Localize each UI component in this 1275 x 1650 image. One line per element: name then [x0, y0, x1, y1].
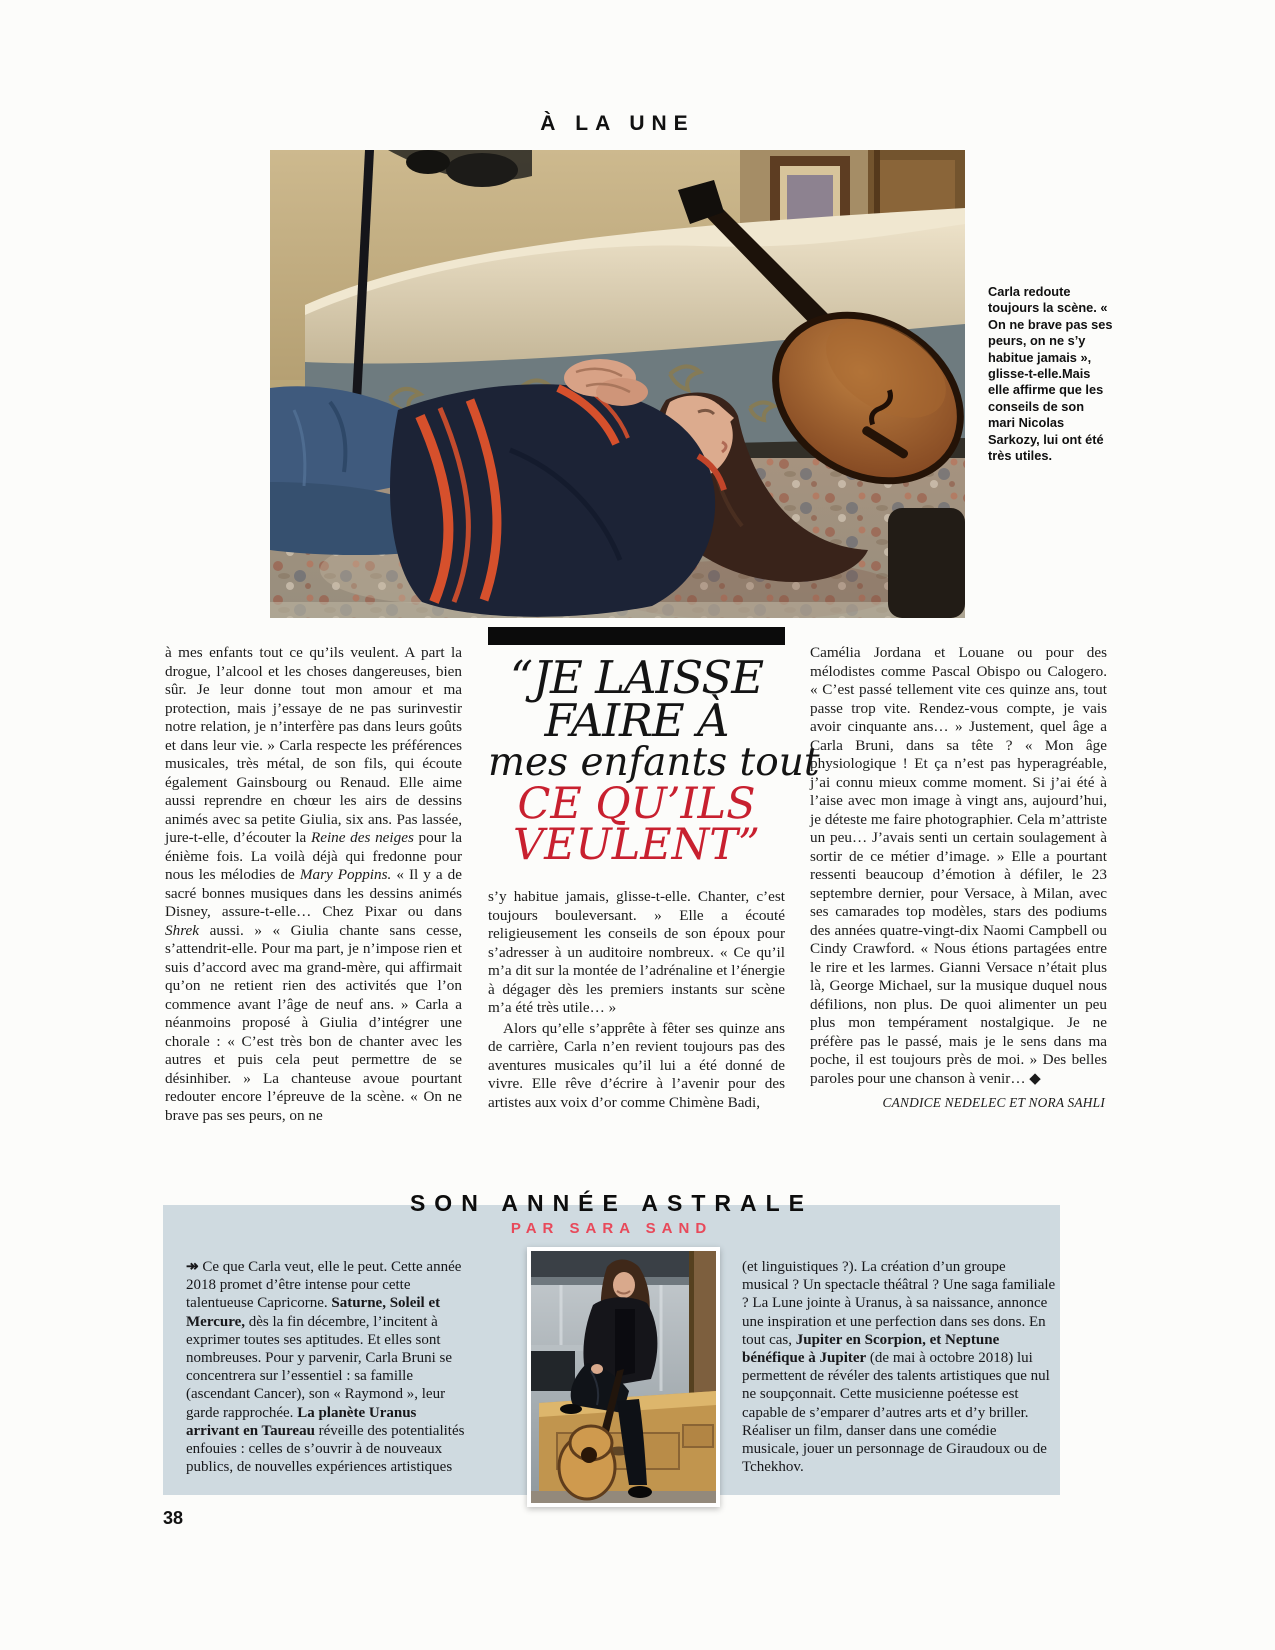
astro-title: SON ANNÉE ASTRALE	[409, 1190, 814, 1216]
pull-quote-line: “JE LAISSE	[509, 651, 764, 704]
article-paragraph: Camélia Jordana et Louane ou pour des mélodistes comme Pascal Obispo ou Calogero. « C’est passé tellement vite ces quinze ans, tout passe trop vite. Rendez-vous compte, je vais avoir cinquante ans… » Justement, quel âge a Carla Bruni, dans sa tête ? « Mon âge physiologique ! Et ça n’est pas hyperagréable, j’ai connu mieux comme moment. Si j’ai été à l’aise avec mon image à vingt ans, aujourd’hui, je déteste me faire photographier. Cela m’attriste un peu… J’avais senti un certain soulagement à sortir de ce métier d’image. » Elle a pourtant ressenti beaucoup d’émotion à défiler, le 23 septembre dernier, pour Versace, à Milan, avec ses camarades top modèles, stars des podiums des années quatre-vingt-dix Naomi Campbell ou Cindy Crawford. « Nous étions partagées entre le rire et les larmes. Gianni Versace n’était plus là, George Michael, sur la musique duquel nous défilions, non plus. De quoi alimenter un peu plus mon tempérament nostalgique. Je ne préfère pas le passé, mais je le sens dans ma poche, il est toujours près de moi. » Des belles paroles pour une chanson à venir… ◆	[810, 644, 1107, 1087]
hero-caption: Carla redoute toujours la scène. « On ne brave pas ses peurs, on ne s’y habitue jamais », glisse-t-elle.Mais elle affirme que les conseils de son mari Nicolas Sarkozy, lui ont été très utiles.	[988, 284, 1113, 464]
astro-photo	[527, 1247, 720, 1507]
article-column-1	[165, 644, 462, 1125]
astro-subtitle: PAR SARA SAND	[510, 1220, 713, 1237]
article-paragraph: s’y habitue jamais, glisse-t-elle. Chanter, c’est toujours bouleversant. » Elle a écouté religieusement les conseils de son époux pour s’adresser à un auditoire nombreux. « Ce qu’il m’a dit sur la montée de l’adrénaline et l’énergie à dégager dès les premiers instants sur scène m’a été très utile… »	[488, 888, 785, 1016]
pull-quote-line: FAIRE À	[544, 694, 729, 747]
pull-quote-line: VEULENT”	[513, 820, 760, 870]
pull-quote-line: mes enfants tout	[488, 740, 820, 785]
astro-column-right: (et linguistiques ?). La création d’un groupe musical ? Un spectacle théâtral ? Une saga familiale ? La Lune jointe à Uranus, à sa naissance, annonce une inspiration et une perfection dans ses dons. En tout cas, Jupiter en Scorpion, et Neptune bénéfique à Jupiter (de mai à octobre 2018) lui permettent de révéler des talents artistiques que nul ne soupçonnait. Cette musicienne poétesse est capable de s’emparer d’autres arts et d’y briller. Réaliser un film, danser dans une comédie musicale, jouer un personnage de Giraudoux ou de Tchekhov.	[742, 1259, 1056, 1476]
astro-photo-illustration	[531, 1251, 716, 1503]
article-paragraph: Alors qu’elle s’apprête à fêter ses quinze ans de carrière, Carla n’en revient toujours pas des aventures musicales qu’il lui a été donné de vivre. Elle rêve d’écrire à l’avenir pour des artistes aux voix d’or comme Chimène Badi,	[488, 1019, 785, 1111]
astro-column-left: ↠ Ce que Carla veut, elle le peut. Cette année 2018 promet d’être intense pour cette talentueuse Capricorne. Saturne, Soleil et Mercure, dès la fin décembre, l’incitent à exprimer toutes ses aptitudes. Et elles sont nombreuses. Pour y parvenir, Carla Bruni se concentrera sur l’essentiel : sa famille (ascendant Cancer), son « Raymond », leur garde rapprochée. La planète Uranus arrivant en Taureau réveille des potentialités enfouies : celles de s’ouvrir à de nouveaux publics, de nouvelles expériences artistiques	[186, 1259, 465, 1476]
section-kicker: À LA UNE	[540, 112, 695, 135]
side-stool	[888, 508, 965, 618]
hero-photo-illustration	[270, 150, 965, 618]
article-column-3	[810, 644, 1107, 1113]
pull-quote	[488, 644, 820, 870]
pull-quote-line: CE QU’ILS	[517, 779, 756, 829]
byline: CANDICE NEDELEC ET NORA SAHLI	[882, 1095, 1105, 1110]
hero-photo	[270, 150, 965, 618]
page-number: 38	[163, 1508, 184, 1528]
article-paragraph: à mes enfants tout ce qu’ils veulent. A part la drogue, l’alcool et les choses dangereuses, bien sûr. Je leur donne tout mon amour et ma protection, mais j’essaye de ne pas surinvestir notre relation, je n’interfère pas dans leurs goûts et dans leur vie. » Carla respecte les préférences musicales, très métal, de son fils, qui écoute également Gainsbourg ou Renaud. Elle aime aussi reprendre en chœur les airs de dessins animés avec sa petite Giulia, six ans. Pas lassée, jure-t-elle, d’écouter la Reine des neiges pour la énième fois. La voilà déjà qui fredonne pour nous les mélodies de Mary Poppins. « Il y a de sacré bonnes musiques dans les dessins animés Disney, assure-t-elle… Chez Pixar ou dans Shrek aussi. » « Giulia chante sans cesse, s’attendrit-elle. Pour ma part, je n’impose rien et suis d’accord avec ma grand-mère, qui affirmait qu’on ne retient rien des activités que l’on commence avant l’âge de neuf ans. » Carla a néanmoins proposé à Giulia d’intégrer une chorale : « C’est très bon de chanter avec les autres et puis cela peut permettre de se désinhiber. » La chanteuse avoue pourtant redouter encore l’épreuve de la scène. « On ne brave pas ses peurs, on ne	[165, 644, 462, 1124]
article-column-2	[488, 644, 820, 1112]
divider-bar	[488, 627, 785, 645]
